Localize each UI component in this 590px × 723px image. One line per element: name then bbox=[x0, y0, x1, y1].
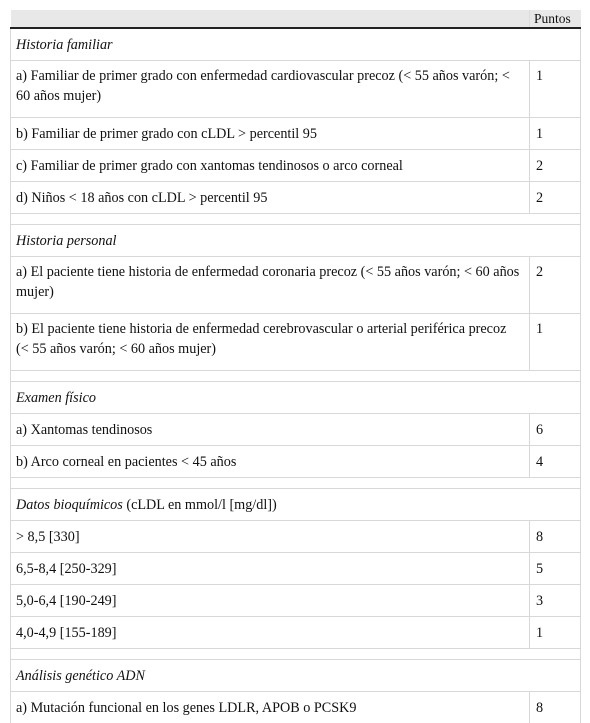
table-header-row bbox=[11, 10, 581, 28]
section-title-cell bbox=[11, 489, 581, 521]
criterion-text: 5,0-6,4 [190-249] bbox=[11, 585, 530, 617]
criterion-points: 3 bbox=[530, 585, 581, 617]
criterion-points: 8 bbox=[530, 692, 581, 723]
criterion-text: a) Familiar de primer grado con enfermedad cardiovascular precoz (< 55 años varón; < 60 años mujer) bbox=[11, 61, 530, 118]
table-row bbox=[11, 150, 581, 182]
table-row bbox=[11, 617, 581, 649]
table-row bbox=[11, 585, 581, 617]
criterion-points: 1 bbox=[530, 61, 581, 118]
section-title: Datos bioquímicos bbox=[16, 497, 123, 513]
criterion-points: 6 bbox=[530, 414, 581, 446]
criterion-text: > 8,5 [330] bbox=[11, 521, 530, 553]
table-row bbox=[11, 257, 581, 314]
criterion-points: 2 bbox=[530, 150, 581, 182]
section-title-cell bbox=[11, 28, 581, 61]
section-header-row bbox=[11, 382, 581, 414]
criterion-text: 6,5-8,4 [250-329] bbox=[11, 553, 530, 585]
table-body bbox=[11, 28, 581, 723]
section-header-row bbox=[11, 225, 581, 257]
section-header-row bbox=[11, 489, 581, 521]
criterion-text: a) Mutación funcional en los genes LDLR, APOB o PCSK9 bbox=[11, 692, 530, 723]
score-table bbox=[10, 10, 581, 723]
section-spacer bbox=[11, 214, 581, 225]
criterion-points: 8 bbox=[530, 521, 581, 553]
criterion-text: b) El paciente tiene historia de enfermedad cerebrovascular o arterial periférica precoz (< 55 años varón; < 60 años mujer) bbox=[11, 314, 530, 371]
criterion-points: 2 bbox=[530, 257, 581, 314]
section-spacer bbox=[11, 478, 581, 489]
criterion-text: b) Familiar de primer grado con cLDL > percentil 95 bbox=[11, 118, 530, 150]
criterion-text: d) Niños < 18 años con cLDL > percentil 95 bbox=[11, 182, 530, 214]
section-title: Historia familiar bbox=[16, 37, 113, 53]
criterion-text: a) Xantomas tendinosos bbox=[11, 414, 530, 446]
table-row bbox=[11, 118, 581, 150]
section-title: Examen físico bbox=[16, 390, 96, 406]
section-header-row bbox=[11, 660, 581, 692]
table-row bbox=[11, 553, 581, 585]
criterion-points: 2 bbox=[530, 182, 581, 214]
table-row bbox=[11, 61, 581, 118]
table-row bbox=[11, 414, 581, 446]
criterion-points: 5 bbox=[530, 553, 581, 585]
spacer-cell bbox=[11, 214, 581, 225]
criterion-points: 1 bbox=[530, 118, 581, 150]
table-row bbox=[11, 314, 581, 371]
table-row bbox=[11, 182, 581, 214]
section-title-cell bbox=[11, 382, 581, 414]
spacer-cell bbox=[11, 371, 581, 382]
table-row bbox=[11, 521, 581, 553]
section-title: Análisis genético ADN bbox=[16, 668, 145, 684]
section-spacer bbox=[11, 649, 581, 660]
header-criteria bbox=[11, 10, 530, 28]
spacer-cell bbox=[11, 649, 581, 660]
header-points: Puntos bbox=[530, 10, 581, 28]
section-title: Historia personal bbox=[16, 233, 117, 249]
table-row bbox=[11, 692, 581, 723]
criterion-text: a) El paciente tiene historia de enfermedad coronaria precoz (< 55 años varón; < 60 años mujer) bbox=[11, 257, 530, 314]
section-title-cell bbox=[11, 225, 581, 257]
spacer-cell bbox=[11, 478, 581, 489]
criterion-points: 1 bbox=[530, 617, 581, 649]
section-title-suffix: (cLDL en mmol/l [mg/dl]) bbox=[123, 497, 277, 513]
section-spacer bbox=[11, 371, 581, 382]
criterion-text: b) Arco corneal en pacientes < 45 años bbox=[11, 446, 530, 478]
criterion-text: 4,0-4,9 [155-189] bbox=[11, 617, 530, 649]
criterion-text: c) Familiar de primer grado con xantomas tendinosos o arco corneal bbox=[11, 150, 530, 182]
criterion-points: 1 bbox=[530, 314, 581, 371]
table-row bbox=[11, 446, 581, 478]
score-table-container bbox=[10, 10, 580, 723]
criterion-points: 4 bbox=[530, 446, 581, 478]
section-header-row bbox=[11, 28, 581, 61]
section-title-cell bbox=[11, 660, 581, 692]
